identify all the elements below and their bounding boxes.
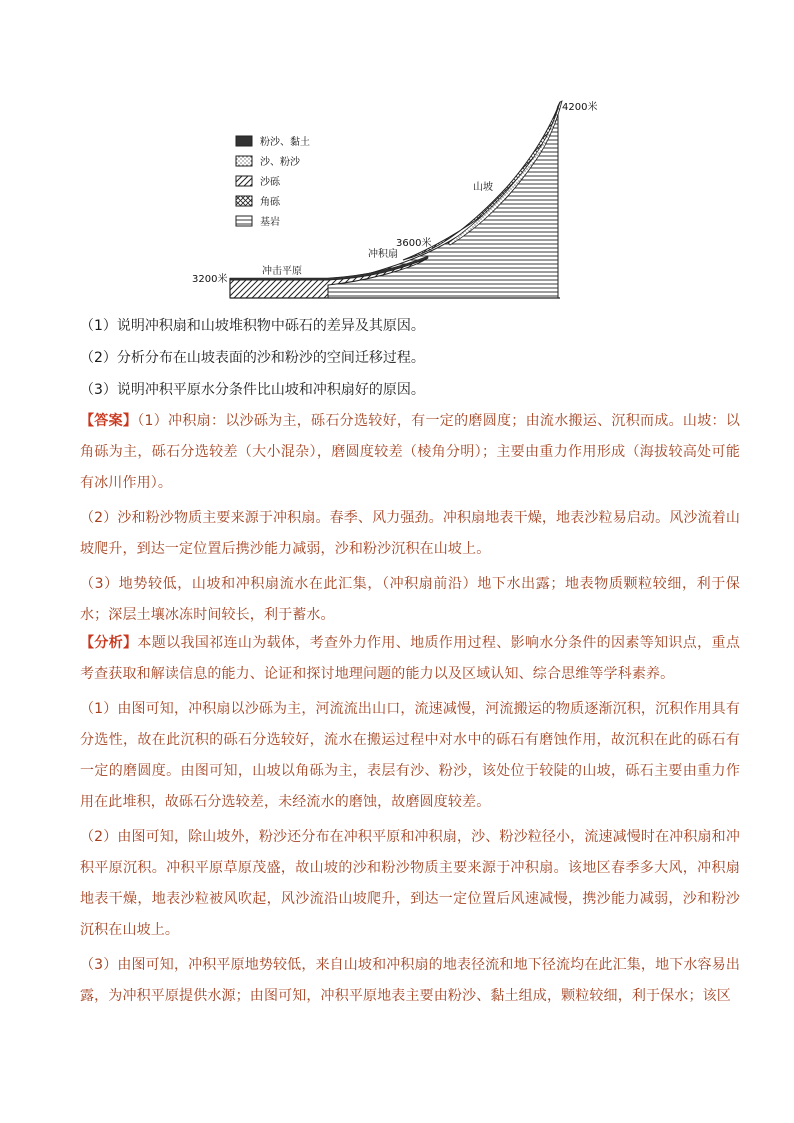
legend-swatch-bedrock — [236, 216, 252, 226]
legend-label: 沙砾 — [260, 177, 280, 188]
elevation-mid-label: 3600米 — [396, 238, 432, 249]
legend-swatch-silt-clay — [236, 136, 252, 146]
answer-part-1: （1）冲积扇：以沙砾为主，砾石分选较好，有一定的磨圆度；由流水搬运、沉积而成。山坡：以角砾为主，砾石分选较差（大小混杂），磨圆度较差（棱角分明）；主要由重力作用形成（海拔较高处可能有冰川作用）。 — [80, 413, 740, 491]
legend-swatch-angular-gravel — [236, 196, 252, 206]
analysis-part-2: （2）由图可知，除山坡外，粉沙还分布在冲积平原和冲积扇，沙、粉沙粒径小，流速减慢时在冲积扇和冲积平原沉积。冲积平原草原茂盛，故山坡的沙和粉沙物质主要来源于冲积扇。该地区春季多大风，冲积扇地表干燥，地表沙粒被风吹起，风沙流沿山坡爬升，到达一定位置后风速减慢，携沙能力减弱，沙和粉沙沉积在山坡上。 — [80, 829, 740, 938]
answer-section — [80, 406, 740, 635]
questions-block — [80, 310, 740, 406]
bedrock-layer — [328, 106, 558, 298]
slope-label: 山坡 — [473, 182, 493, 193]
answer-tag: 【答案】 — [80, 413, 138, 429]
legend-label: 基岩 — [260, 217, 280, 228]
plain-label: 冲击平原 — [262, 266, 302, 277]
legend-label: 沙、粉沙 — [260, 157, 300, 168]
question-1: （1）说明冲积扇和山坡堆积物中砾石的差异及其原因。 — [80, 318, 425, 334]
analysis-intro: 本题以我国祁连山为载体，考查外力作用、地质作用过程、影响水分条件的因素等知识点，重点考查获取和解读信息的能力、论证和探讨地理问题的能力以及区域认知、综合思维等学科素养。 — [80, 635, 740, 682]
answer-part-3: （3）地势较低，山坡和冲积扇流水在此汇集，（冲积扇前沿）地下水出露；地表物质颗粒较细，利于保水；深层土壤冰冻时间较长，利于蓄水。 — [80, 576, 740, 623]
elevation-base-label: 3200米 — [192, 274, 228, 285]
elevation-top-label: 4200米 — [562, 102, 598, 113]
analysis-part-1: （1）由图可知，冲积扇以沙砾为主，河流流出山口，流速减慢，河流搬运的物质逐渐沉积，沉积作用具有分选性，故在此沉积的砾石分选较好，流水在搬运过程中对水中的砾石有磨蚀作用，故沉积在此的砾石有一定的磨圆度。由图可知，山坡以角砾为主，表层有沙、粉沙，该处位于较陡的山坡，砾石主要由重力作用在此堆积，故砾石分选较差，未经流水的磨蚀，故磨圆度较差。 — [80, 701, 740, 810]
legend-label: 角砾 — [260, 197, 280, 208]
legend-swatch-sand-silt — [236, 156, 252, 166]
question-2: （2）分析分布在山坡表面的沙和粉沙的空间迁移过程。 — [80, 350, 425, 366]
geology-cross-section-diagram — [188, 98, 598, 303]
legend-label: 粉沙、黏土 — [260, 137, 310, 148]
analysis-part-3: （3）由图可知，冲积平原地势较低，来自山坡和冲积扇的地表径流和地下径流均在此汇集，地下水容易出露，为冲积平原提供水源；由图可知，冲积平原地表主要由粉沙、黏土组成，颗粒较细，利于保水；该区 — [80, 957, 740, 1004]
analysis-tag: 【分析】 — [80, 635, 138, 651]
analysis-section — [80, 628, 740, 1016]
answer-part-2: （2）沙和粉沙物质主要来源于冲积扇。春季、风力强劲。冲积扇地表干燥，地表沙粒易启动。风沙流着山坡爬升，到达一定位置后携沙能力减弱，沙和粉沙沉积在山坡上。 — [80, 510, 740, 557]
legend-swatch-sand-gravel — [236, 176, 252, 186]
fan-label: 冲积扇 — [368, 249, 398, 260]
question-3: （3）说明冲积平原水分条件比山坡和冲积扇好的原因。 — [80, 382, 425, 398]
legend — [236, 135, 310, 228]
